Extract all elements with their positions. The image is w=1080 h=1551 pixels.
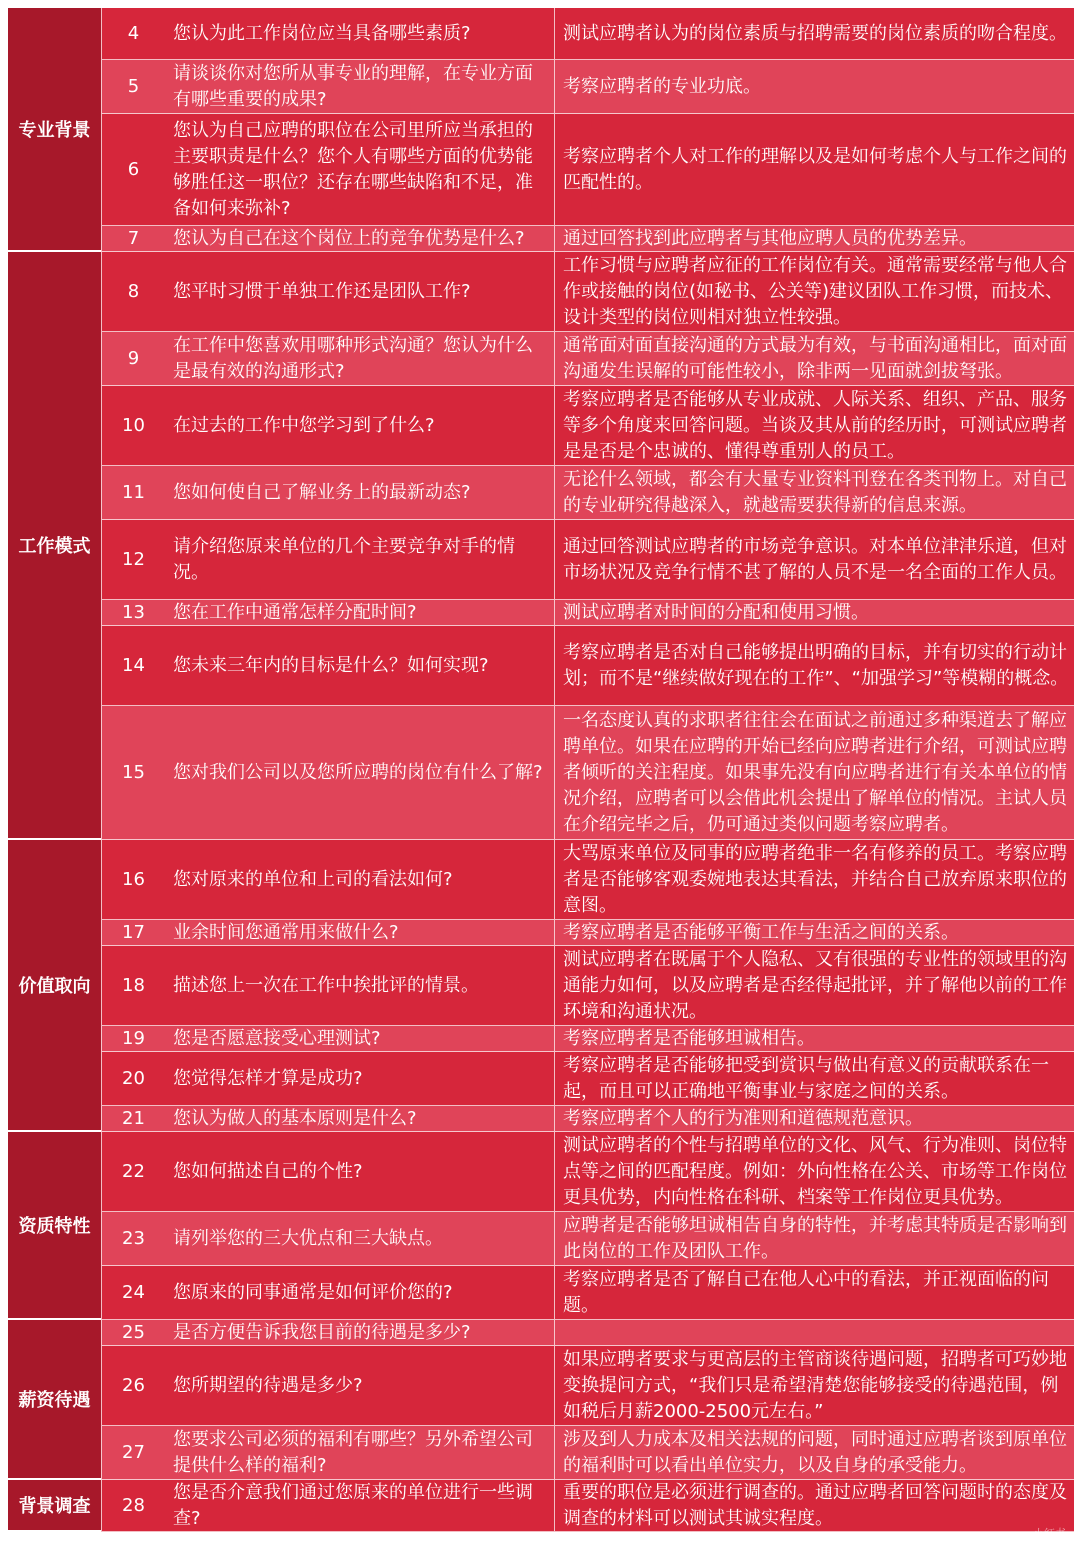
question-text: [165, 114, 554, 226]
question-number: 8: [101, 252, 165, 332]
question-text: [165, 706, 554, 840]
purpose-text: [554, 600, 1074, 626]
purpose-text: [554, 1320, 1074, 1346]
category-label: 背景调查: [8, 1480, 101, 1532]
question-text: [165, 466, 554, 520]
question-text-content: 您在工作中通常怎样分配时间?: [173, 601, 417, 623]
purpose-text: [554, 520, 1074, 600]
question-text-content: 请列举您的三大优点和三大缺点。: [173, 1227, 443, 1249]
question-text: [165, 1266, 554, 1320]
question-text-content: 业余时间您通常用来做什么?: [173, 921, 399, 943]
purpose-text: [554, 706, 1074, 840]
question-number: 13: [101, 600, 165, 626]
purpose-text-content: 考察应聘者是否了解自己在他人心中的看法，并正视面临的问题。: [563, 1268, 1049, 1316]
category-label: 工作模式: [8, 252, 101, 840]
question-text-content: 是否方便告诉我您目前的待遇是多少?: [173, 1321, 471, 1343]
question-text: [165, 1212, 554, 1266]
question-number: 19: [101, 1026, 165, 1052]
question-text: [165, 1320, 554, 1346]
question-number: 18: [101, 946, 165, 1026]
purpose-text: [554, 1212, 1074, 1266]
question-text: [165, 226, 554, 252]
purpose-text-content: 考察应聘者个人的行为准则和道德规范意识。: [563, 1107, 923, 1129]
purpose-text: [554, 946, 1074, 1026]
purpose-text: [554, 1106, 1074, 1132]
purpose-text-content: 测试应聘者认为的岗位素质与招聘需要的岗位素质的吻合程度。: [563, 22, 1067, 44]
question-text: [165, 1106, 554, 1132]
question-number: 10: [101, 386, 165, 466]
category-label: 资质特性: [8, 1132, 101, 1320]
purpose-text-content: 无论什么领域，都会有大量专业资料刊登在各类刊物上。对自己的专业研究得越深入，就越需要获得新的信息来源。: [563, 468, 1067, 516]
purpose-text-content: 考察应聘者是否对自己能够提出明确的目标，并有切实的行动计划；而不是“继续做好现在的工作”、“加强学习”等模糊的概念。: [563, 641, 1069, 689]
purpose-text-content: 考察应聘者是否能够把受到赏识与做出有意义的贡献联系在一起，而且可以正确地平衡事业与家庭之间的关系。: [563, 1054, 1049, 1102]
purpose-text: [554, 466, 1074, 520]
question-text: [165, 840, 554, 920]
question-number: 7: [101, 226, 165, 252]
purpose-text: [554, 252, 1074, 332]
question-number: 27: [101, 1426, 165, 1480]
question-text-content: 请介绍您原来单位的几个主要竞争对手的情况。: [173, 535, 515, 583]
question-text: [165, 1052, 554, 1106]
question-text: [165, 946, 554, 1026]
question-text: [165, 920, 554, 946]
question-number: 22: [101, 1132, 165, 1212]
purpose-text: [554, 114, 1074, 226]
question-text-content: 您认为做人的基本原则是什么?: [173, 1107, 417, 1129]
purpose-text-content: 一名态度认真的求职者往往会在面试之前通过多种渠道去了解应聘单位。如果在应聘的开始已经向应聘者进行介绍，可测试应聘者倾听的关注程度。如果事先没有向应聘者进行有关本单位的情况介绍，应聘者可以会借此机会提出了解单位的情况。主试人员在介绍完毕之后，仍可通过类似问题考察应聘者。: [563, 709, 1067, 835]
question-text-content: 您是否愿意接受心理测试?: [173, 1027, 381, 1049]
purpose-text-content: 通过回答找到此应聘者与其他应聘人员的优势差异。: [563, 227, 977, 249]
purpose-text: [554, 1266, 1074, 1320]
purpose-text-content: 测试应聘者对时间的分配和使用习惯。: [563, 601, 869, 623]
purpose-text-content: 考察应聘者个人对工作的理解以及是如何考虑个人与工作之间的匹配性的。: [563, 145, 1067, 193]
question-number: 15: [101, 706, 165, 840]
purpose-text: [554, 840, 1074, 920]
purpose-text-content: 考察应聘者的专业功底。: [563, 75, 761, 97]
purpose-text-content: 考察应聘者是否能够坦诚相告。: [563, 1027, 815, 1049]
question-text-content: 您如何使自己了解业务上的最新动态?: [173, 481, 471, 503]
question-text: [165, 1426, 554, 1480]
question-text: [165, 332, 554, 386]
question-text-content: 您平时习惯于单独工作还是团队工作?: [173, 280, 471, 302]
question-text-content: 您认为自己在这个岗位上的竞争优势是什么?: [173, 227, 525, 249]
question-text: [165, 520, 554, 600]
question-number: 23: [101, 1212, 165, 1266]
question-text-content: 您对我们公司以及您所应聘的岗位有什么了解?: [173, 761, 543, 783]
question-text-content: 您是否介意我们通过您原来的单位进行一些调查?: [173, 1481, 533, 1529]
question-text: [165, 60, 554, 114]
question-text-content: 您未来三年内的目标是什么？如何实现?: [173, 654, 489, 676]
question-number: 4: [101, 8, 165, 60]
question-number: 14: [101, 626, 165, 706]
purpose-text: [554, 920, 1074, 946]
question-text: [165, 600, 554, 626]
question-number: 28: [101, 1480, 165, 1532]
purpose-text: [554, 332, 1074, 386]
question-number: 17: [101, 920, 165, 946]
purpose-text: [554, 1480, 1074, 1532]
question-number: 12: [101, 520, 165, 600]
purpose-text: [554, 386, 1074, 466]
interview-question-table: [8, 8, 1074, 1532]
purpose-text-content: 考察应聘者是否能够从专业成就、人际关系、组织、产品、服务等多个角度来回答问题。当谈及其从前的经历时，可测试应聘者是是否是个忠诚的、懂得尊重别人的员工。: [563, 388, 1067, 462]
question-text-content: 您所期望的待遇是多少?: [173, 1374, 363, 1396]
purpose-text: [554, 1026, 1074, 1052]
question-text: [165, 1480, 554, 1532]
purpose-text: [554, 1426, 1074, 1480]
purpose-text: [554, 8, 1074, 60]
purpose-text: [554, 626, 1074, 706]
question-number: 16: [101, 840, 165, 920]
question-text-content: 请谈谈你对您所从事专业的理解，在专业方面有哪些重要的成果?: [173, 62, 533, 110]
question-text-content: 您认为自己应聘的职位在公司里所应当承担的主要职责是什么？您个人有哪些方面的优势能够胜任这一职位？还存在哪些缺陷和不足，准备如何来弥补?: [173, 119, 533, 219]
purpose-text-content: 测试应聘者的个性与招聘单位的文化、风气、行为准则、岗位特点等之间的匹配程度。例如：外向性格在公关、市场等工作岗位更具优势，内向性格在科研、档案等工作岗位更具优势。: [563, 1134, 1067, 1208]
purpose-text-content: 工作习惯与应聘者应征的工作岗位有关。通常需要经常与他人合作或接触的岗位(如秘书、公关等)建议团队工作习惯，而技术、设计类型的岗位则相对独立性较强。: [563, 254, 1067, 328]
question-number: 25: [101, 1320, 165, 1346]
question-text: [165, 8, 554, 60]
question-text-content: 您觉得怎样才算是成功?: [173, 1067, 363, 1089]
category-label: 薪资待遇: [8, 1320, 101, 1480]
question-text: [165, 386, 554, 466]
question-text: [165, 1026, 554, 1052]
question-text-content: 您认为此工作岗位应当具备哪些素质?: [173, 22, 471, 44]
question-text-content: 您对原来的单位和上司的看法如何?: [173, 868, 453, 890]
question-text-content: 您如何描述自己的个性?: [173, 1160, 363, 1182]
question-text: [165, 252, 554, 332]
purpose-text: [554, 226, 1074, 252]
question-number: 11: [101, 466, 165, 520]
question-number: 21: [101, 1106, 165, 1132]
question-text-content: 您原来的同事通常是如何评价您的?: [173, 1281, 453, 1303]
purpose-text-content: 重要的职位是必须进行调查的。通过应聘者回答问题时的态度及调查的材料可以测试其诚实程度。: [563, 1481, 1067, 1529]
question-text-content: 在工作中您喜欢用哪种形式沟通？您认为什么是最有效的沟通形式?: [173, 334, 533, 382]
question-number: 20: [101, 1052, 165, 1106]
purpose-text-content: 通过回答测试应聘者的市场竞争意识。对本单位津津乐道，但对市场状况及竞争行情不甚了解的人员不是一名全面的工作人员。: [563, 535, 1067, 583]
purpose-text: [554, 1052, 1074, 1106]
purpose-text: [554, 1132, 1074, 1212]
question-text-content: 在过去的工作中您学习到了什么?: [173, 414, 435, 436]
purpose-text-content: 应聘者是否能够坦诚相告自身的特性，并考虑其特质是否影响到此岗位的工作及团队工作。: [563, 1214, 1067, 1262]
question-number: 24: [101, 1266, 165, 1320]
purpose-text-content: 大骂原来单位及同事的应聘者绝非一名有修养的员工。考察应聘者是否能够客观委婉地表达其看法，并结合自己放弃原来职位的意图。: [563, 842, 1067, 916]
question-text-content: 描述您上一次在工作中挨批评的情景。: [173, 974, 479, 996]
question-text-content: 您要求公司必须的福利有哪些？另外希望公司提供什么样的福利?: [173, 1428, 533, 1476]
category-label: 价值取向: [8, 840, 101, 1132]
question-text: [165, 1346, 554, 1426]
question-number: 26: [101, 1346, 165, 1426]
purpose-text-content: 涉及到人力成本及相关法规的问题，同时通过应聘者谈到原单位的福利时可以看出单位实力，以及自身的承受能力。: [563, 1428, 1067, 1476]
category-label: 专业背景: [8, 8, 101, 252]
purpose-text-content: 如果应聘者要求与更高层的主管商谈待遇问题，招聘者可巧妙地变换提问方式，“我们只是希望清楚您能够接受的待遇范围，例如税后月薪2000-2500元左右。”: [563, 1348, 1067, 1422]
question-text: [165, 626, 554, 706]
question-number: 5: [101, 60, 165, 114]
watermark: 小红书: [1033, 1527, 1066, 1540]
purpose-text: [554, 60, 1074, 114]
question-text: [165, 1132, 554, 1212]
purpose-text: [554, 1346, 1074, 1426]
question-number: 9: [101, 332, 165, 386]
purpose-text-content: 测试应聘者在既属于个人隐私、又有很强的专业性的领域里的沟通能力如何，以及应聘者是否经得起批评，并了解他以前的工作环境和沟通状况。: [563, 948, 1067, 1022]
question-number: 6: [101, 114, 165, 226]
purpose-text-content: 通常面对面直接沟通的方式最为有效，与书面沟通相比，面对面沟通发生误解的可能性较小，除非两一见面就剑拔弩张。: [563, 334, 1067, 382]
purpose-text-content: 考察应聘者是否能够平衡工作与生活之间的关系。: [563, 921, 959, 943]
